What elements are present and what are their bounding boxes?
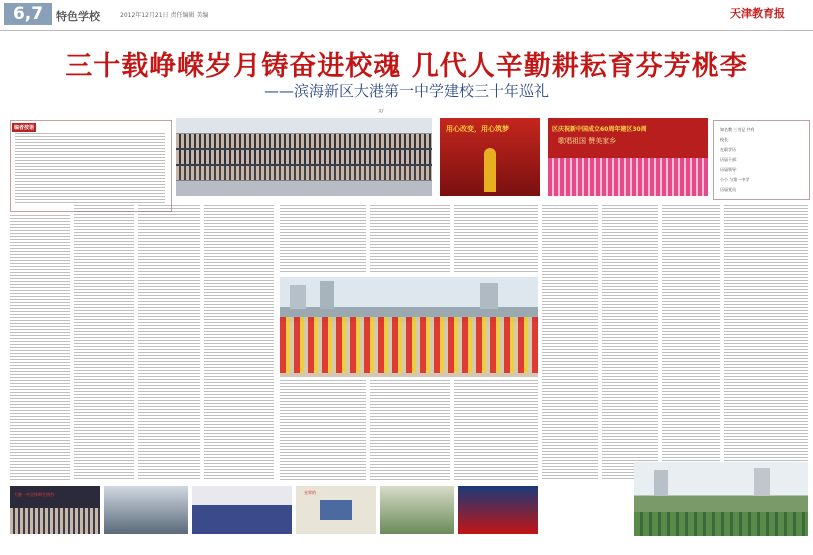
section-name: 特色学校 [56, 10, 100, 23]
sidebar-line: 历届党员 [720, 187, 736, 192]
article-column [280, 380, 366, 480]
meeting-banner: 大港一中全体师生热烈 [14, 492, 54, 497]
article-column [370, 205, 450, 273]
article-column [542, 205, 598, 480]
bottom-photo-meeting [10, 486, 100, 534]
sidebar-line: 在职学历 [720, 147, 736, 152]
stage-photo [440, 118, 540, 196]
article-column [280, 205, 366, 273]
choir-banner-2: 歌唱祖国 赞美家乡 [558, 137, 617, 145]
article-column [204, 205, 274, 480]
performance-photo [280, 277, 538, 377]
stage-banner: 用心改变，用心筑梦 [446, 125, 509, 133]
editor-note-box [10, 120, 172, 212]
group-photo [176, 118, 432, 196]
lecture-banner: 光荣的 [304, 490, 316, 495]
bottom-photo-class [104, 486, 188, 534]
page-number: 6,7 [4, 3, 52, 25]
subheadline: ——滨海新区大港第一中学建校三十年巡礼 [263, 82, 549, 100]
editor-note-title: 编者按语 [14, 125, 35, 131]
article-column [454, 205, 538, 273]
sidebar-line: 小小 与第一中学 [720, 177, 750, 182]
sidebar-line: 历届领导： [720, 167, 740, 172]
article-column [370, 380, 450, 480]
article-column [454, 380, 538, 480]
newspaper-logo: 天津教育报 [730, 7, 785, 20]
sidebar-line: 知名教 三书记 共有 [720, 127, 755, 132]
issue-meta: 2012年12月21日 责任编辑 美编 [120, 12, 209, 19]
sidebar-line: 校长： [720, 137, 732, 142]
headline: 三十载峥嵘岁月铸奋进校魂 几代人辛勤耕耘育芬芳桃李 [65, 51, 748, 82]
choir-banner: 区庆祝新中国成立60周年建区30周 [552, 126, 647, 133]
article-column [74, 205, 134, 480]
bottom-photo-stage [458, 486, 538, 534]
bottom-photo-award [380, 486, 454, 534]
sidebar-line: 历届干部： [720, 157, 740, 162]
editor-note-text [15, 133, 165, 205]
article-column [10, 215, 70, 480]
article-column [662, 205, 720, 480]
article-column [138, 205, 200, 480]
article-column [602, 205, 658, 480]
byline: 文/ [378, 108, 384, 113]
article-column [724, 205, 808, 480]
bottom-photo-lecture [296, 486, 376, 534]
bottom-photo-campus [634, 462, 808, 536]
bottom-photo-field [192, 486, 292, 534]
sidebar-box [713, 120, 810, 200]
choir-photo [548, 118, 708, 196]
